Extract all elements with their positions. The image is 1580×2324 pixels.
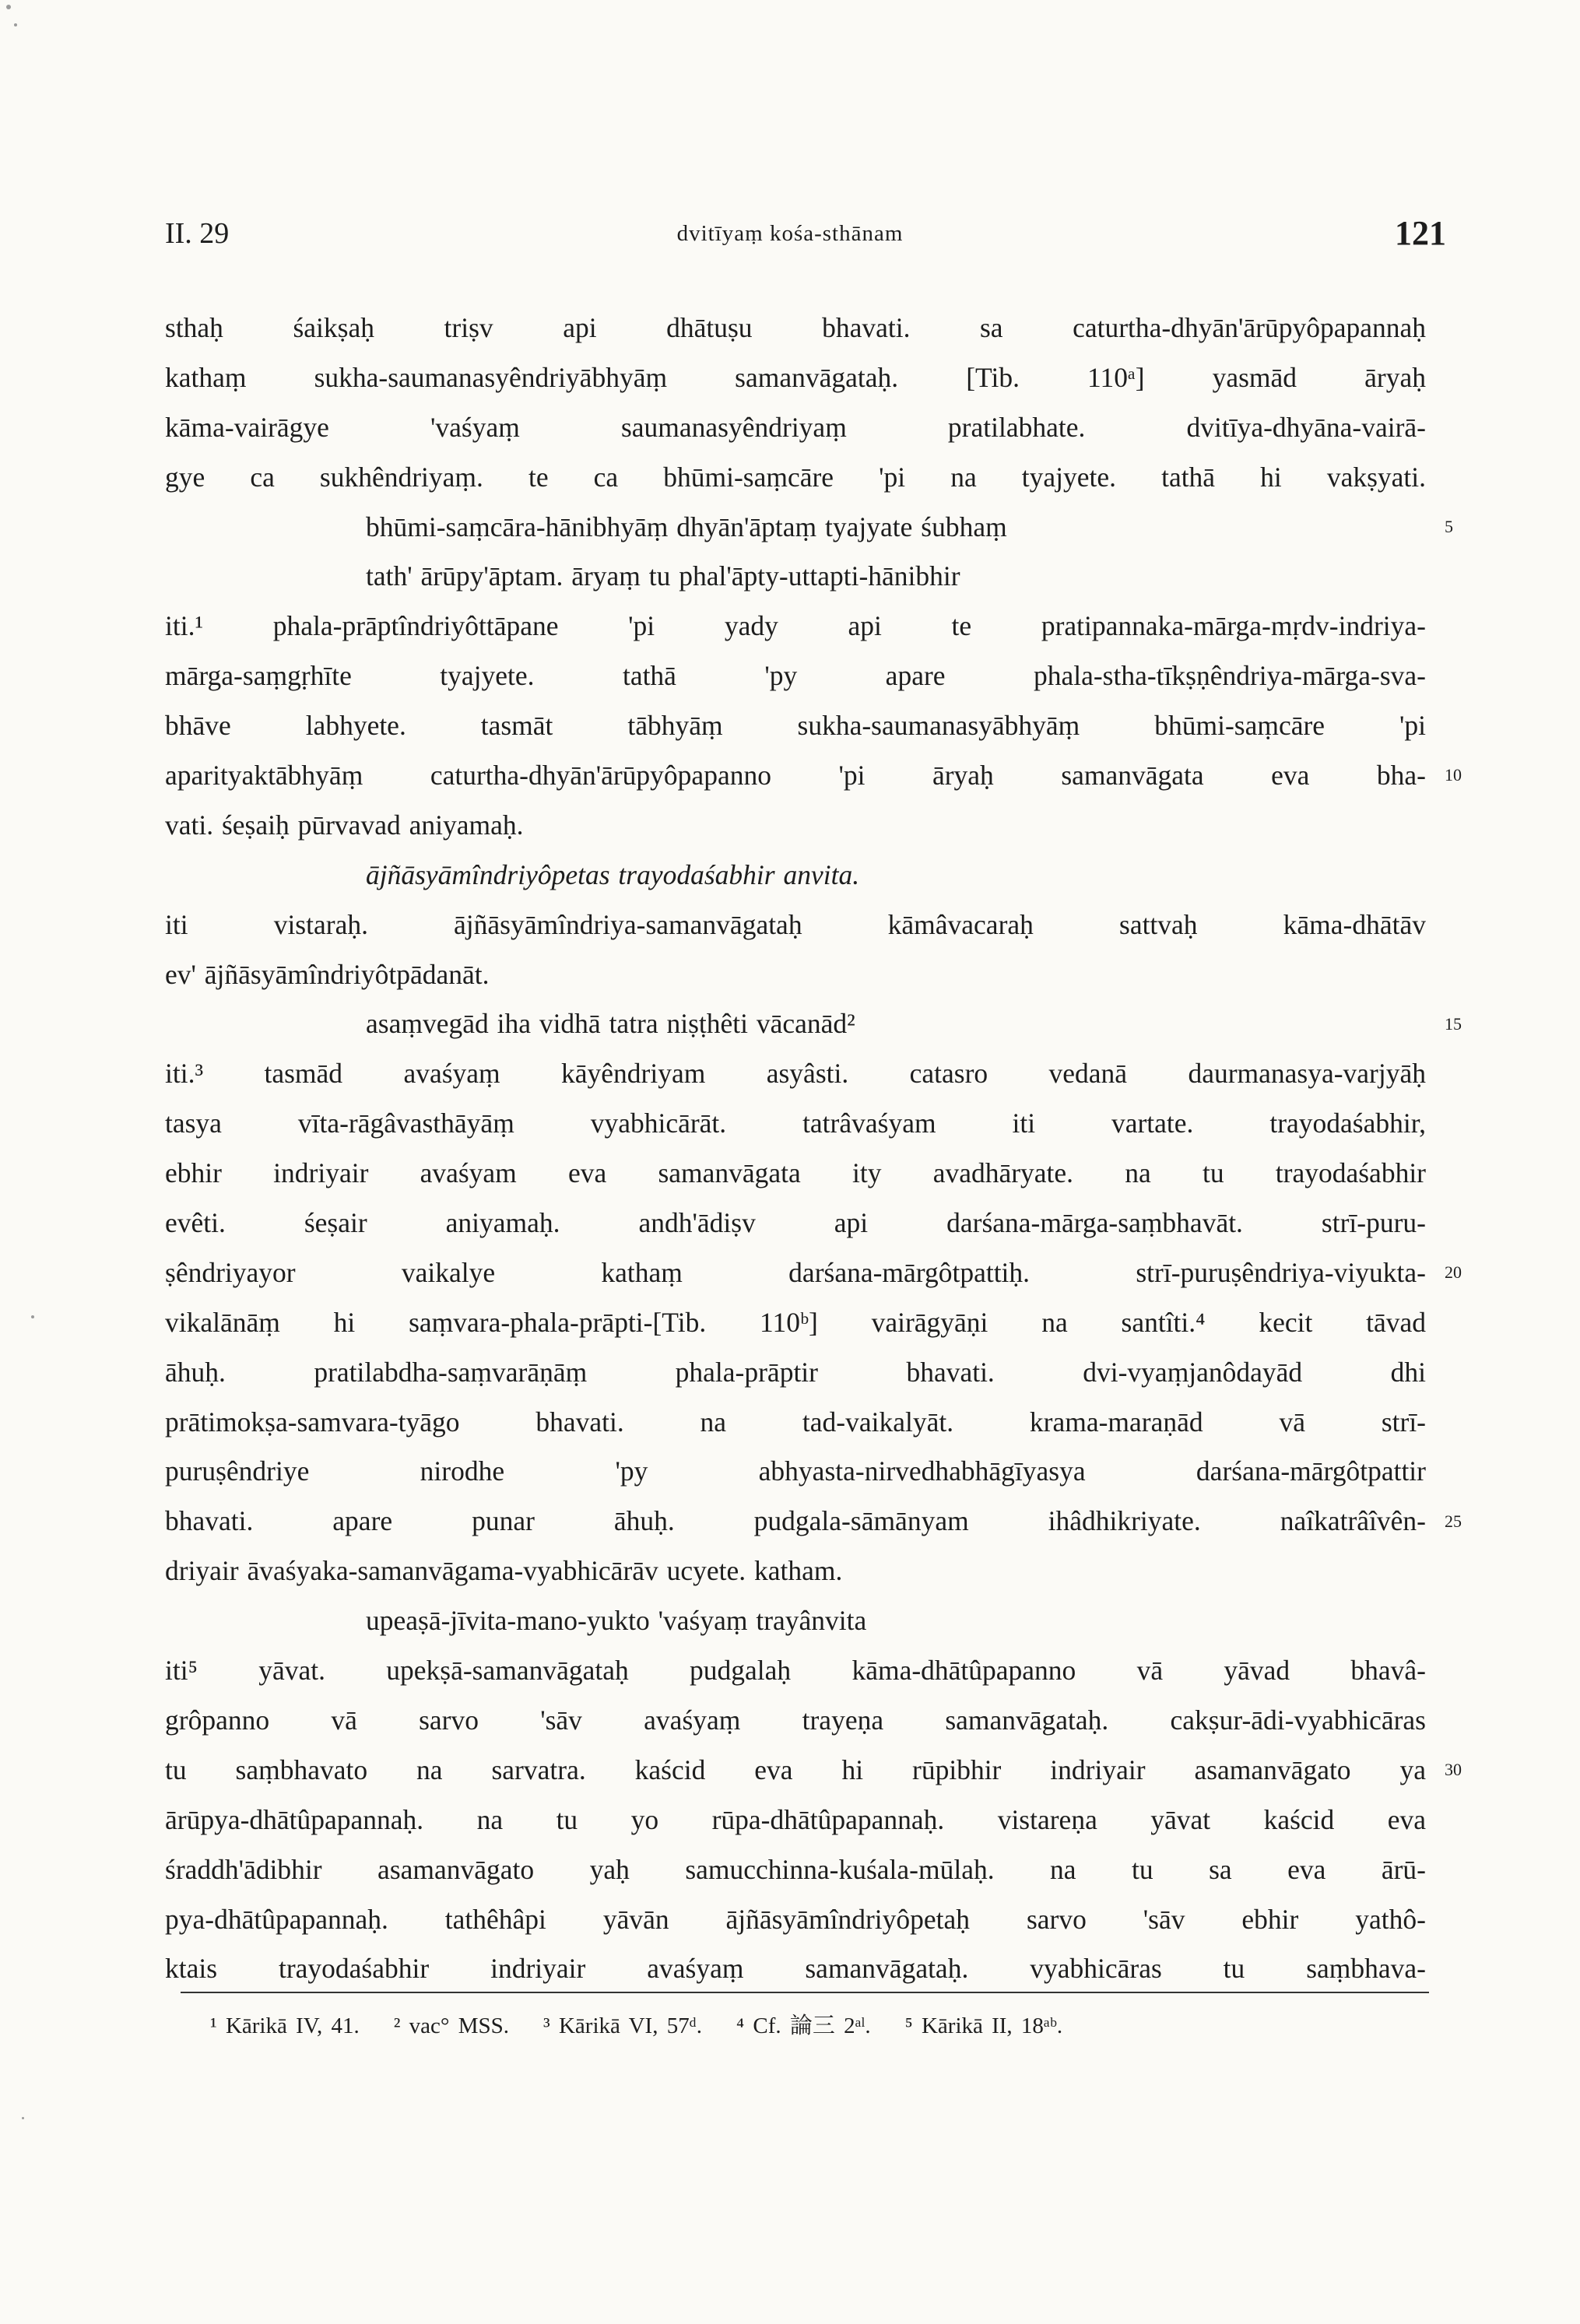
text-line: vati. śeṣaiḥ pūrvavad aniyamaḥ.: [165, 809, 524, 841]
scan-speck: [22, 2117, 24, 2119]
verse-line: upeaṣā-jīvita-mano-yukto 'vaśyaṃ trayânvita: [366, 1605, 867, 1637]
text-line: ṣêndriyayor vaikalye kathaṃ darśana-mārgôtpattiḥ. strī-puruṣêndriya-viyukta-: [165, 1256, 1426, 1288]
footnotes: [210, 2008, 1097, 2040]
line-number: 15: [1445, 1013, 1462, 1034]
line-number: 20: [1445, 1262, 1462, 1283]
text-line: ebhir indriyair avaśyam eva samanvāgata ity avadhāryate. na tu trayodaśabhir: [165, 1157, 1426, 1189]
text-line: āhuḥ. pratilabdha-saṃvarāṇāṃ phala-prāptir bhavati. dvi-vyaṃjanôdayād dhi: [165, 1356, 1426, 1388]
section-number: II. 29: [165, 217, 230, 250]
text-line: iti⁵ yāvat. upekṣā-samanvāgataḥ pudgalaḥ kāma-dhātûpapanno vā yāvad bhavâ-: [165, 1655, 1426, 1687]
text-line: prātimokṣa-samvara-tyāgo bhavati. na tad-vaikalyāt. krama-maraṇād vā strī-: [165, 1406, 1426, 1438]
footnote: ² vac° MSS.: [393, 2013, 510, 2038]
text-line: pya-dhātûpapannaḥ. tathêhâpi yāvān ājñāsyāmîndriyôpetaḥ sarvo 'sāv ebhir yathô-: [165, 1903, 1426, 1935]
text-line: tasya vīta-rāgâvasthāyāṃ vyabhicārāt. tatrâvaśyam iti vartate. trayodaśabhir,: [165, 1108, 1426, 1139]
line-number: 30: [1445, 1760, 1462, 1780]
scan-speck: [14, 23, 17, 26]
running-title: dvitīyaṃ kośa-sthānam: [676, 221, 904, 246]
page-number: 121: [1395, 214, 1446, 252]
footnote: ³ Kārikā VI, 57ᵈ.: [543, 2013, 702, 2038]
verse-line: tath' ārūpy'āptam. āryaṃ tu phal'āpty-uttapti-hānibhir: [366, 560, 960, 592]
page-header: [0, 216, 1580, 263]
main-text: [165, 304, 1426, 1994]
text-line: evêti. śeṣair aniyamaḥ. andh'ādiṣv api darśana-mārga-saṃbhavāt. strī-puru-: [165, 1207, 1426, 1239]
verse-line: bhūmi-saṃcāra-hānibhyāṃ dhyān'āptaṃ tyajyate śubhaṃ: [366, 511, 1007, 542]
text-line: iti.¹ phala-prāptîndriyôttāpane 'pi yady api te pratipannaka-mārga-mṛdv-indriya-: [165, 610, 1426, 642]
text-line: iti.³ tasmād avaśyaṃ kāyêndriyam asyâsti. catasro vedanā daurmanasya-varjyāḥ: [165, 1058, 1426, 1090]
scan-speck: [6, 5, 11, 9]
text-line: bhavati. apare punar āhuḥ. pudgala-sāmānyam ihâdhikriyate. naîkatrâîvên-: [165, 1505, 1426, 1537]
text-line: tu saṃbhavato na sarvatra. kaścid eva hi rūpibhir indriyair asamanvāgato ya: [165, 1754, 1426, 1785]
text-line: iti vistaraḥ. ājñāsyāmîndriya-samanvāgataḥ kāmâvacaraḥ sattvaḥ kāma-dhātāv: [165, 908, 1426, 940]
text-line: mārga-saṃgṛhīte tyajyete. tathā 'py apare phala-stha-tīkṣṇêndriya-mārga-sva-: [165, 660, 1426, 692]
line-number: 5: [1445, 516, 1453, 536]
text-line: kathaṃ sukha-saumanasyêndriyābhyāṃ samanvāgataḥ. [Tib. 110ᵃ] yasmād āryaḥ: [165, 361, 1426, 393]
text-line: ktais trayodaśabhir indriyair avaśyaṃ samanvāgataḥ. vyabhicāras tu saṃbhava-: [165, 1953, 1426, 1985]
line-number: 10: [1445, 765, 1462, 785]
footnote-rule: [181, 1992, 1429, 1993]
text-line: vikalānāṃ hi saṃvara-phala-prāpti-[Tib. 110ᵇ] vairāgyāṇi na santîti.⁴ kecit tāvad: [165, 1306, 1426, 1338]
text-line: bhāve labhyete. tasmāt tābhyāṃ sukha-saumanasyābhyāṃ bhūmi-saṃcāre 'pi: [165, 710, 1426, 742]
text-line: śraddh'ādibhir asamanvāgato yaḥ samucchinna-kuśala-mūlaḥ. na tu sa eva ārū-: [165, 1853, 1426, 1885]
text-line: ārūpya-dhātûpapannaḥ. na tu yo rūpa-dhātûpapannaḥ. vistareṇa yāvat kaścid eva: [165, 1803, 1426, 1835]
text-line: gye ca sukhêndriyaṃ. te ca bhūmi-saṃcāre 'pi na tyajyete. tathā hi vakṣyati.: [165, 461, 1426, 493]
footnote: ¹ Kārikā IV, 41.: [210, 2013, 360, 2038]
line-number: 25: [1445, 1511, 1462, 1531]
text-line: sthaḥ śaikṣaḥ triṣv api dhātuṣu bhavati. sa caturtha-dhyān'ārūpyôpapannaḥ: [165, 312, 1426, 343]
verse-line: ājñāsyāmîndriyôpetas trayodaśabhir anvita.: [366, 858, 860, 890]
footnote: ⁴ Cf. 論三 2ᵃˡ.: [736, 2013, 871, 2038]
scan-speck: [31, 1315, 34, 1318]
text-line: ev' ājñāsyāmîndriyôtpādanāt.: [165, 958, 490, 990]
text-line: grôpanno vā sarvo 'sāv avaśyaṃ trayeṇa samanvāgataḥ. cakṣur-ādi-vyabhicāras: [165, 1704, 1426, 1736]
text-line: kāma-vairāgye 'vaśyaṃ saumanasyêndriyaṃ pratilabhate. dvitīya-dhyāna-vairā-: [165, 411, 1426, 443]
text-line: puruṣêndriye nirodhe 'py abhyasta-nirvedhabhāgīyasya darśana-mārgôtpattir: [165, 1455, 1426, 1487]
text-line: driyair āvaśyaka-samanvāgama-vyabhicārāv ucyete. katham.: [165, 1555, 843, 1587]
text-line: aparityaktābhyāṃ caturtha-dhyān'ārūpyôpapanno 'pi āryaḥ samanvāgata eva bha-: [165, 760, 1426, 792]
verse-line: asaṃvegād iha vidhā tatra niṣṭhêti vācanād²: [366, 1008, 855, 1040]
footnote: ⁵ Kārikā II, 18ᵃᵇ.: [904, 2013, 1063, 2038]
